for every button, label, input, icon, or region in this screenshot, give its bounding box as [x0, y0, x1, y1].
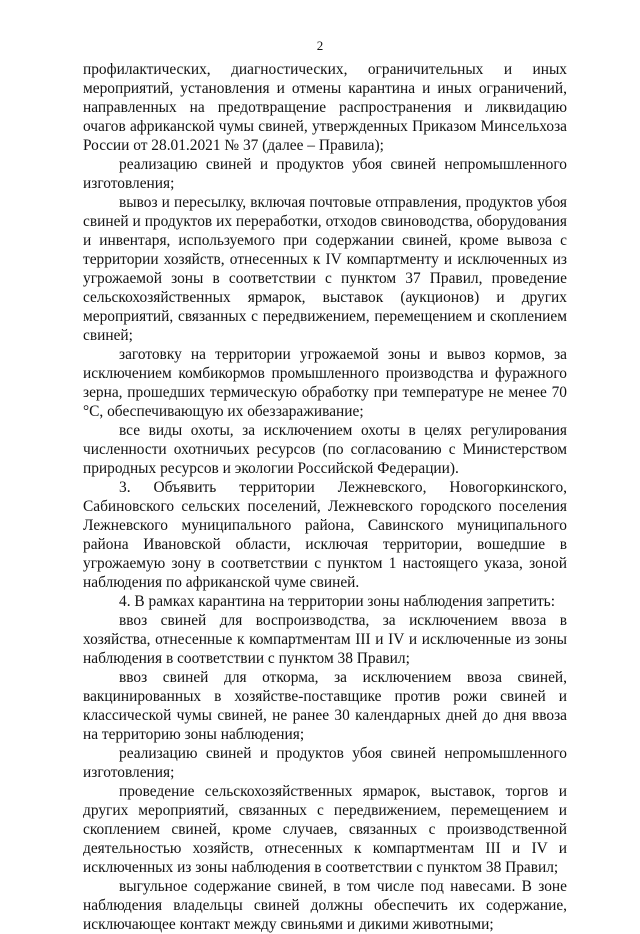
paragraph: 3. Объявить территории Лежневского, Новогоркинского, Сабиновского сельских поселений, Лежневского городского поселения Лежневского муниципального района, Савинского муниципального района Ивановской области, исключая территории, вошедшие в угрожаемую зону в соответствии с пунктом 1 настоящего указа, зоной наблюдения по африканской чуме свиней. — [83, 479, 567, 591]
paragraph: проведение сельскохозяйственных ярмарок, выставок, торгов и других мероприятий, связанных с передвижением, перемещением и скоплением свиней, кроме случаев, связанных с производственной деятельностью хозяйств, отнесенных к компартментам III и IV и исключенных из зоны наблюдения в соответствии с пунктом 38 Правил; — [83, 783, 567, 876]
paragraph: ввоз свиней для воспроизводства, за исключением ввоза в хозяйства, отнесенные к компартментам III и IV и исключенные из зоны наблюдения в соответствии с пунктом 38 Правил; — [83, 612, 567, 667]
paragraph: заготовку на территории угрожаемой зоны и вывоз кормов, за исключением комбикормов промышленного производства и фуражного зерна, прошедших термическую обработку при температуре не менее 70 °C, обеспечивающую их обеззараживание; — [83, 346, 567, 420]
paragraph: профилактических, диагностических, ограничительных и иных мероприятий, установления и отмены карантина и иных ограничений, направленных на предотвращение распространения и ликвидацию очагов африканской чумы свиней, утвержденных Приказом Минсельхоза России от 28.01.2021 № 37 (далее – Правила); — [83, 61, 567, 154]
paragraph: выгульное содержание свиней, в том числе под навесами. В зоне наблюдения владельцы свиней должны обеспечить их содержание, исключающее контакт между свиньями и дикими животными; — [83, 878, 567, 933]
paragraph: 4. В рамках карантина на территории зоны наблюдения запретить: — [119, 593, 555, 610]
paragraph: реализацию свиней и продуктов убоя свиней непромышленного изготовления; — [83, 745, 567, 781]
paragraph: все виды охоты, за исключением охоты в целях регулирования численности охотничьих ресурсов (по согласованию с Министерством природных ресурсов и экологии Российской Федерации). — [83, 422, 567, 477]
page-number: 2 — [316, 38, 324, 53]
document-body — [83, 60, 567, 934]
paragraph: вывоз и пересылку, включая почтовые отправления, продуктов убоя свиней и продуктов их переработки, отходов свиноводства, оборудования и инвентаря, используемого при содержании свиней, кроме вывоза с территории хозяйств, отнесенных к IV компартменту и исключенных из угрожаемой зоны в соответствии с пунктом 37 Правил, проведение сельскохозяйственных ярмарок, выставок (аукционов) и других мероприятий, связанных с передвижением, перемещением и скоплением свиней; — [83, 194, 567, 344]
paragraph: ввоз свиней для откорма, за исключением ввоза свиней, вакцинированных в хозяйстве-поставщике против рожи свиней и классической чумы свиней, не ранее 30 календарных дней до дня ввоза на территорию зоны наблюдения; — [83, 669, 567, 743]
paragraph: реализацию свиней и продуктов убоя свиней непромышленного изготовления; — [83, 156, 567, 192]
